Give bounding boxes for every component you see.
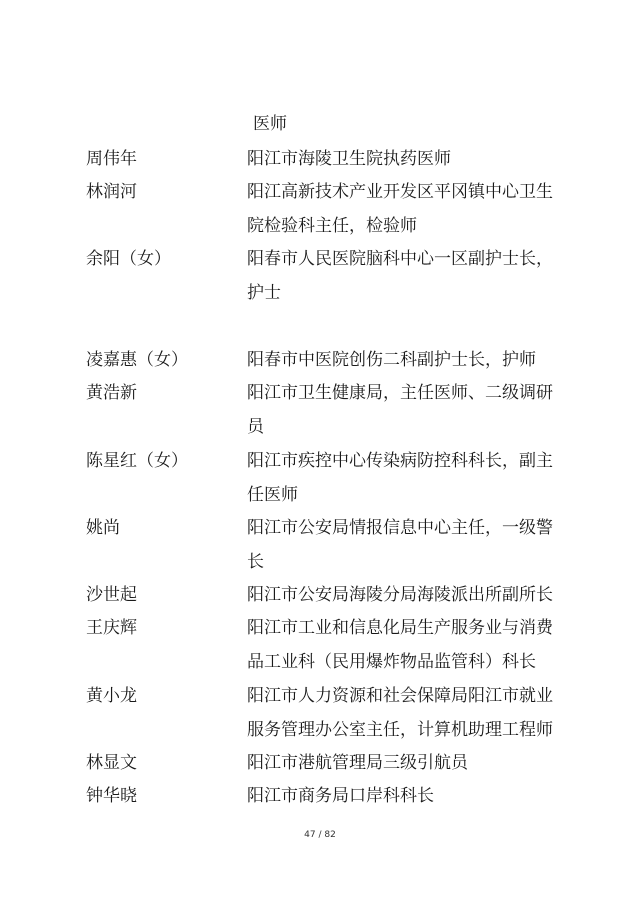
person-position bbox=[247, 753, 565, 787]
position-line: 护士 bbox=[247, 283, 281, 303]
position-line: 阳江高新技术产业开发区平冈镇中心卫生 bbox=[247, 182, 553, 202]
position-line: 阳江市工业和信息化局生产服务业与消费 bbox=[247, 618, 553, 638]
person-position bbox=[247, 585, 565, 619]
person-name: 周伟年 bbox=[86, 149, 137, 169]
person-name: 陈星红（女） bbox=[86, 451, 188, 471]
person-name: 王庆辉 bbox=[86, 618, 137, 638]
person-name: 余阳（女） bbox=[86, 249, 171, 269]
position-line: 服务管理办公室主任，计算机助理工程师 bbox=[247, 720, 553, 740]
position-line: 阳江市港航管理局三级引航员 bbox=[247, 753, 468, 773]
position-line: 阳江市疾控中心传染病防控科科长，副主 bbox=[247, 451, 553, 471]
position-line: 阳江市公安局情报信息中心主任，一级警 bbox=[247, 518, 553, 538]
continuation-text: 医师 bbox=[253, 114, 287, 134]
person-position bbox=[247, 518, 565, 586]
person-position bbox=[247, 350, 565, 384]
person-position bbox=[247, 182, 565, 250]
person-name: 林显文 bbox=[86, 753, 137, 773]
person-name: 钟华晓 bbox=[86, 786, 137, 806]
position-line: 阳江市公安局海陵分局海陵派出所副所长 bbox=[247, 585, 553, 605]
person-position bbox=[247, 786, 565, 820]
person-name: 林润河 bbox=[86, 182, 137, 202]
person-name: 黄小龙 bbox=[86, 686, 137, 706]
position-line: 品工业科（民用爆炸物品监管科）科长 bbox=[247, 652, 536, 672]
person-name: 凌嘉惠（女） bbox=[86, 350, 188, 370]
position-line: 阳春市中医院创伤二科副护士长，护师 bbox=[247, 350, 536, 370]
position-line: 长 bbox=[247, 552, 264, 572]
person-name: 姚尚 bbox=[86, 518, 120, 538]
position-line: 阳江市卫生健康局，主任医师、二级调研 bbox=[247, 383, 553, 403]
person-position bbox=[247, 451, 565, 519]
person-position bbox=[247, 686, 565, 754]
person-position bbox=[247, 249, 565, 317]
position-line: 阳江市海陵卫生院执药医师 bbox=[247, 149, 451, 169]
position-line: 阳春市人民医院脑科中心一区副护士长， bbox=[247, 249, 553, 269]
position-line: 员 bbox=[247, 417, 264, 437]
position-line: 院检验科主任，检验师 bbox=[247, 216, 417, 236]
page-number: 47 / 82 bbox=[304, 830, 336, 840]
position-line: 阳江市商务局口岸科科长 bbox=[247, 786, 434, 806]
person-position bbox=[247, 149, 565, 183]
person-position bbox=[247, 383, 565, 451]
person-name: 黄浩新 bbox=[86, 383, 137, 403]
position-line: 阳江市人力资源和社会保障局阳江市就业 bbox=[247, 686, 553, 706]
position-line: 任医师 bbox=[247, 485, 298, 505]
person-name: 沙世起 bbox=[86, 585, 137, 605]
person-position bbox=[247, 618, 565, 686]
